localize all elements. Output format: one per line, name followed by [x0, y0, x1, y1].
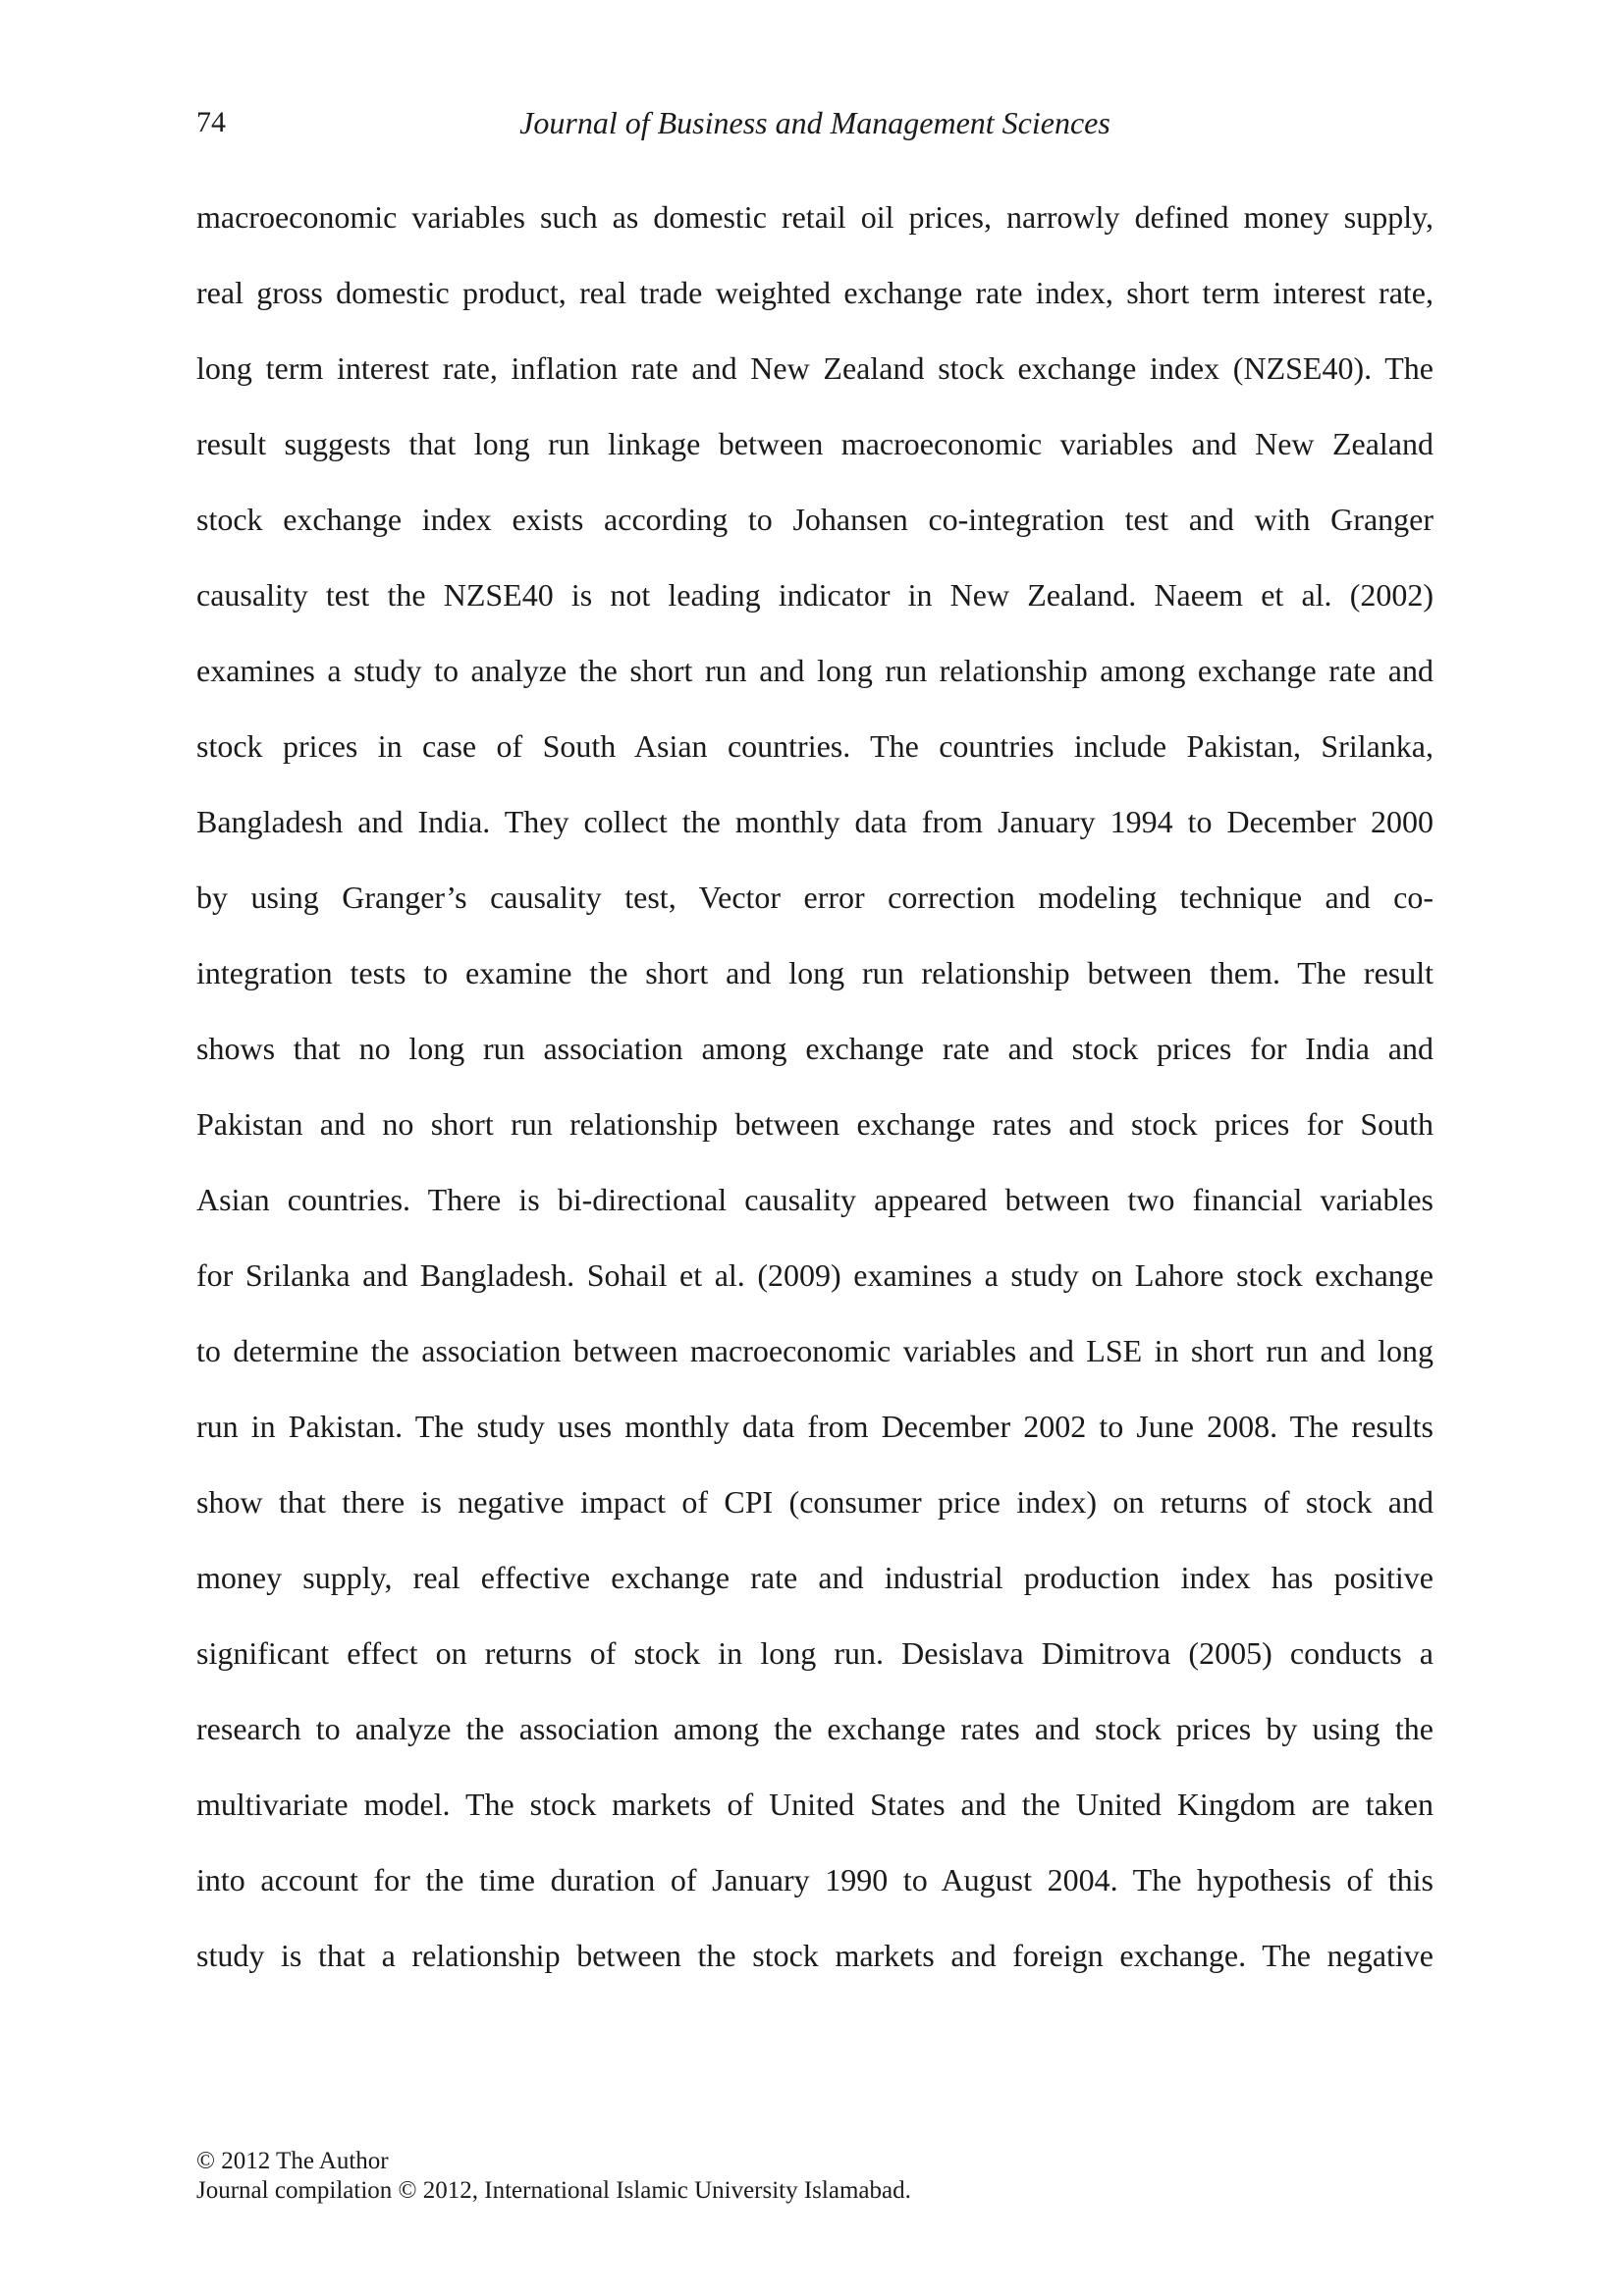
- text-line: stock exchange index exists according to Johansen co-integration test and with Granger: [196, 502, 1434, 537]
- text-line: by using Granger’s causality test, Vector error correction modeling technique and co-: [196, 880, 1434, 915]
- text-line: Bangladesh and India. They collect the monthly data from January 1994 to December 2000: [196, 804, 1434, 839]
- journal-compilation-notice: Journal compilation © 2012, International Islamic University Islamabad.: [196, 2177, 911, 2204]
- text-line: multivariate model. The stock markets of United States and the United Kingdom are taken: [196, 1787, 1434, 1822]
- page-header: [196, 98, 1434, 147]
- body-text: [196, 191, 1434, 2005]
- text-line: Asian countries. There is bi-directional causality appeared between two financial variables: [196, 1182, 1434, 1217]
- text-line: to determine the association between macroeconomic variables and LSE in short run and long: [196, 1333, 1434, 1368]
- text-line: integration tests to examine the short and long run relationship between them. The result: [196, 955, 1434, 990]
- text-line: research to analyze the association among the exchange rates and stock prices by using the: [196, 1711, 1434, 1746]
- text-line: for Srilanka and Bangladesh. Sohail et al. (2009) examines a study on Lahore stock exchange: [196, 1257, 1434, 1293]
- text-line: result suggests that long run linkage between macroeconomic variables and New Zealand: [196, 426, 1434, 461]
- text-line: causality test the NZSE40 is not leading indicator in New Zealand. Naeem et al. (2002): [196, 577, 1434, 613]
- journal-title: Journal of Business and Management Sciences: [519, 105, 1110, 140]
- text-line: study is that a relationship between the stock markets and foreign exchange. The negative: [196, 1938, 1434, 1973]
- text-line: real gross domestic product, real trade weighted exchange rate index, short term interest rate,: [196, 275, 1434, 310]
- text-line: examines a study to analyze the short run and long run relationship among exchange rate and: [196, 653, 1434, 688]
- text-line: shows that no long run association among exchange rate and stock prices for India and: [196, 1031, 1434, 1066]
- text-line: long term interest rate, inflation rate and New Zealand stock exchange index (NZSE40). The: [196, 350, 1434, 386]
- copyright-notice: © 2012 The Author: [196, 2148, 389, 2174]
- text-line: money supply, real effective exchange rate and industrial production index has positive: [196, 1560, 1434, 1595]
- page-footer: [196, 2147, 1434, 2206]
- text-line: run in Pakistan. The study uses monthly data from December 2002 to June 2008. The results: [196, 1409, 1434, 1444]
- text-line: significant effect on returns of stock in long run. Desislava Dimitrova (2005) conducts a: [196, 1635, 1434, 1671]
- text-line: macroeconomic variables such as domestic retail oil prices, narrowly defined money supply,: [196, 199, 1434, 235]
- text-line: stock prices in case of South Asian countries. The countries include Pakistan, Srilanka,: [196, 728, 1434, 764]
- page-number: 74: [196, 106, 226, 138]
- text-line: show that there is negative impact of CPI (consumer price index) on returns of stock and: [196, 1484, 1434, 1520]
- text-line: Pakistan and no short run relationship between exchange rates and stock prices for South: [196, 1106, 1434, 1142]
- text-line: into account for the time duration of January 1990 to August 2004. The hypothesis of this: [196, 1862, 1434, 1897]
